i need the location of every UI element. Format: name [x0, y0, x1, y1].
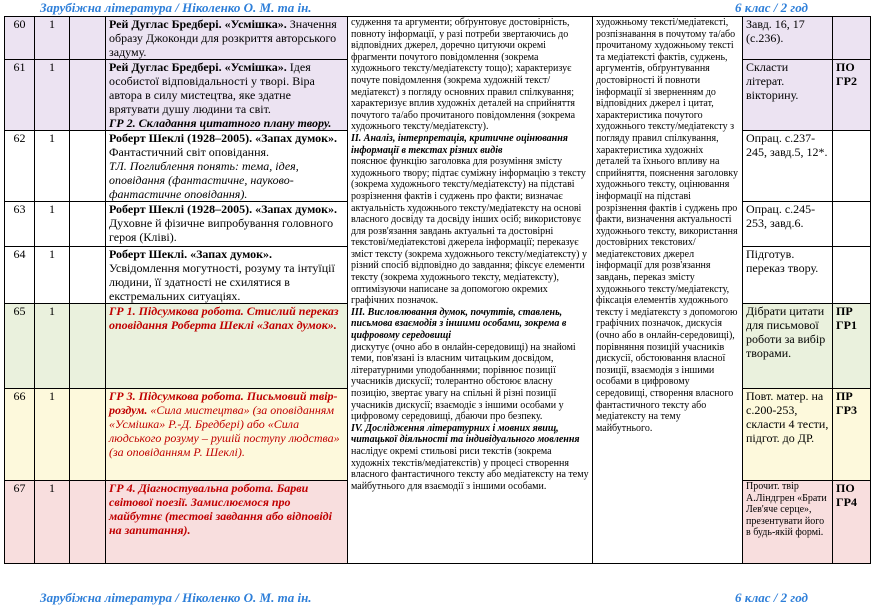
assessment-code: ПО ГР4 [836, 481, 857, 509]
lesson-plan-table [4, 16, 871, 564]
topic-title: Роберт Шеклі (1928–2005). «Запах думок». [109, 131, 338, 145]
topic-cell [106, 60, 348, 131]
hours: 1 [49, 481, 55, 495]
homework: Опрац. с.245-253, завд.6. [746, 202, 816, 230]
code-cell [833, 389, 871, 481]
requirements-p3: дискутує (очно або в онлайн-середовищі) на знайомі теми, пов'язані із власним читацьким досвідом, літературними уподобаннями; порівнює позиції учасників дискусії; толерантно обстоює власну позицію, звертає увагу на спільні й різні позиції учасників дискусії; взаємодіє з іншими особами у цифровому середовищі, дбаючи про безпеку. [351, 341, 576, 423]
lesson-number: 64 [13, 247, 26, 261]
footer-right: 6 клас / 2 год [735, 590, 808, 605]
topic-title: Рей Дуглас Бредбері. «Усмішка». [109, 17, 287, 31]
topic-body: «Сила мистецтва» (за оповіданням «Усмішка» Р.-Д. Бредбері) або «Сила людського розуму – рушій поступу людства» (за оповіданням Р. Шеклі). [109, 403, 340, 459]
hours-cell [35, 481, 70, 564]
topic-title: Роберт Шеклі (1928–2005). «Запах думок». [109, 202, 338, 216]
code-cell [833, 481, 871, 564]
hours: 1 [49, 389, 55, 403]
hours-cell [35, 247, 70, 304]
homework-cell [743, 202, 833, 247]
code-cell [833, 60, 871, 131]
topic-body: Духовне й фізичне випробування головного героя (Клівi). [109, 216, 334, 244]
homework: Повт. матер. на с.200-253, скласти 4 тести, підгот. до ДР. [746, 389, 829, 445]
requirements-h2: ІІ. Аналіз, інтерпретація, критичне оцінювання інформації в текстах різних видів [351, 132, 568, 156]
requirements-cell [348, 17, 593, 564]
lesson-number-cell [5, 17, 35, 60]
date-cell [70, 131, 106, 202]
hours-cell [35, 131, 70, 202]
homework-cell [743, 60, 833, 131]
lesson-number-cell [5, 481, 35, 564]
hours: 1 [49, 247, 55, 261]
header-right: 6 клас / 2 год [735, 0, 808, 15]
requirements-h3: ІІІ. Висловлювання думок, почуттів, ставлень, письмова взаємодія з іншими особами, зокрема в цифровому середовищі [351, 306, 567, 342]
homework: Підготув. переказ твору. [746, 247, 819, 275]
hours-cell [35, 60, 70, 131]
lesson-number-cell [5, 389, 35, 481]
homework-cell [743, 481, 833, 564]
homework-cell [743, 304, 833, 389]
requirements-h4: IV. Дослідження літературних і мовних явищ, читацької діяльності та індивідуального мовлення [351, 422, 580, 446]
homework-cell [743, 389, 833, 481]
lesson-number-cell [5, 304, 35, 389]
hours: 1 [49, 17, 55, 31]
lesson-number: 63 [13, 202, 26, 216]
hours-cell [35, 389, 70, 481]
homework: Опрац. с.237-245, завд.5, 12*. [746, 131, 828, 159]
requirements-p2: пояснює функцію заголовка для розуміння змісту художнього твору; підтає суміжну інформацію з тексту (зокрема художнього тексту/медіатексту) на підставі розрізнення фактів і суджень про факти; визначає актуальність художнього тексту/медіатексту на основі власного досвіду та досвіду інших осіб; використовує для розв'язання завдань актуальні та достовірні текстові/медіатекстові джерела інформації; переказує зміст тексту (зокрема художнього тексту/медіатексту) у різний спосіб відповідно до завдання; фіксує елементи тексту (зокрема художнього тексту, медіатексту), оптимізуючи написане за допомогою окремих графічних позначок. [351, 156, 588, 307]
date-cell [70, 60, 106, 131]
topic-cell [106, 131, 348, 202]
code-cell [833, 131, 871, 202]
lesson-number-cell [5, 247, 35, 304]
homework-cell [743, 247, 833, 304]
lesson-number-cell [5, 202, 35, 247]
results-cell [593, 17, 743, 564]
topic-extra: ТЛ. Поглиблення понять: тема, ідея, оповідання (фантастичне, науково-фантастичне оповідання). [109, 159, 299, 201]
code-cell [833, 17, 871, 60]
lesson-number-cell [5, 60, 35, 131]
topic-title: ГР 1. Підсумкова робота. Стислий переказ оповідання Роберта Шеклі «Запах думок». [109, 304, 339, 332]
hours-cell [35, 304, 70, 389]
lesson-number: 60 [13, 17, 26, 31]
homework: Дібрати цитати для письмової роботи за вибір творами. [746, 304, 826, 360]
topic-title: Роберт Шеклі. «Запах думок». [109, 247, 273, 261]
date-cell [70, 247, 106, 304]
code-cell [833, 202, 871, 247]
topic-body: Ідея особистої відповідальності у творі. Віра автора в силу мистецтва, яке здатне врятувати душу людини та світ. [109, 60, 315, 116]
topic-extra: ГР 2. Складання цитатного плану твору. [109, 116, 332, 130]
topic-title: ГР 4. Діагностувальна робота. Барви світової поезії. Замислюємося про майбутнє (тестові завдання або відповіді на запитання). [109, 481, 332, 537]
hours: 1 [49, 304, 55, 318]
homework-cell [743, 131, 833, 202]
code-cell [833, 247, 871, 304]
hours-cell [35, 17, 70, 60]
table-row [5, 17, 871, 60]
topic-title: Рей Дуглас Бредбері. «Усмішка». [109, 60, 287, 74]
results-text: художньому тексті/медіатексті, розпізнавання в почутому та/або прочитаному художньому тексті та медіатексті фактів, суджень, аргументів, обґрунтування достовірності й повноти інформації зі зверненням до відповідних джерел і цитат, характеристика почутого художнього тексту/медіатексту з погляду правил спілкування, характеристика художніх деталей та їхнього впливу на сприйняття, пояснення заголовку художнього тексту, оцінювання інформації на підставі розрізнення фактів і суджень про факти, визначення актуальності художнього тексту, використання достовірних текстових/медіатекстових джерел інформації для розв'язання завдань, переказ змісту художнього тексту/медіатексту, фіксація елементів художнього тексту і медіатексту з допомогою графічних позначок, дискусія (очно або в онлайн-середовищі), порівняння позицій учасників дискусії, обстоювання власної позиції, взаємодія з іншими особами в цифровому середовищі, створення власного фантастичного тексту або медіатексту на тему майбутнього. [596, 17, 738, 434]
topic-cell [106, 247, 348, 304]
hours: 1 [49, 60, 55, 74]
hours: 1 [49, 131, 55, 145]
assessment-code: ПР ГР3 [836, 389, 857, 417]
code-cell [833, 304, 871, 389]
footer-left: Зарубіжна література / Ніколенко О. М. та ін. [40, 590, 312, 605]
hours-cell [35, 202, 70, 247]
topic-cell [106, 389, 348, 481]
topic-cell [106, 481, 348, 564]
requirements-p1: судження та аргументи; обґрунтовує достовірність, повноту інформації, у разі потреби звертаючись до відповідних джерел, доречно цитуючи окремі фрагменти почутого повідомлення (зокрема художнього тексту/медіатексту тощо); характеризує почуте повідомлення (зокрема художній текст/медіатекст) з погляду основних правил спілкування; характеризує вплив художніх деталей на сприйняття почутого та/або прочитаного повідомлення (зокрема художнього тексту/медіатексту). [351, 17, 576, 133]
assessment-code: ПР ГР1 [836, 304, 857, 332]
date-cell [70, 304, 106, 389]
lesson-number: 65 [13, 304, 26, 318]
date-cell [70, 481, 106, 564]
lesson-number-cell [5, 131, 35, 202]
topic-cell [106, 17, 348, 60]
page-footer [0, 590, 872, 606]
homework-cell [743, 17, 833, 60]
topic-cell [106, 304, 348, 389]
topic-cell [106, 202, 348, 247]
assessment-code: ПО ГР2 [836, 60, 857, 88]
homework: Скласти літерат. вікторину. [746, 60, 799, 102]
topic-body: Значення образу Джоконди для розкриття авторського задуму. [109, 17, 337, 59]
topic-title: ГР 3. Підсумкова робота. Письмовий твір-роздум. [109, 389, 338, 417]
topic-body: Фантастичний світ оповідання. [109, 145, 270, 159]
homework: Прочит. твір А.Ліндгрен «Брати Лев'яче серце», презентувати його в будь-якій формі. [746, 481, 827, 539]
lesson-number: 67 [13, 481, 26, 495]
homework: Завд. 16, 17 (с.236). [746, 17, 805, 45]
lesson-number: 62 [13, 131, 26, 145]
topic-body: Усвідомлення могутності, розуму та інтуїції людини, її здатності не схилятися в екстремальних ситуаціях. [109, 261, 335, 303]
hours: 1 [49, 202, 55, 216]
date-cell [70, 389, 106, 481]
lesson-number: 61 [13, 60, 26, 74]
page-header [0, 0, 872, 16]
requirements-p4: наслідує окремі стильові риси текстів (зокрема художніх текстів/медіатекстів) у процесі створення власного фантастичного тексту або медіатексту на тему майбутнього для взаємодії з іншими особами. [351, 445, 589, 492]
date-cell [70, 17, 106, 60]
date-cell [70, 202, 106, 247]
header-left: Зарубіжна література / Ніколенко О. М. та ін. [40, 0, 312, 15]
lesson-number: 66 [13, 389, 26, 403]
